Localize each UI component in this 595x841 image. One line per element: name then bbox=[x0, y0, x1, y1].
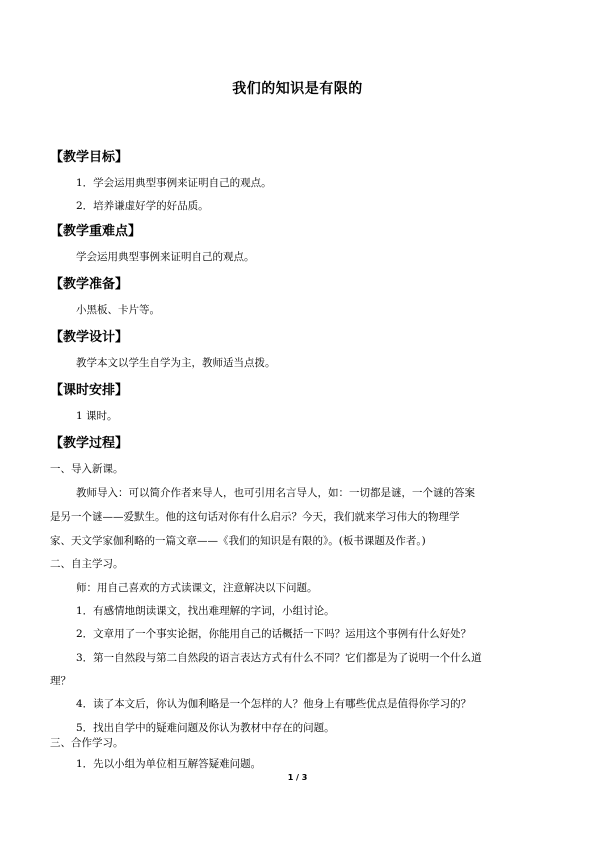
process-part2-line: 3．第一自然段与第二自然段的语言表达方式有什么不同？它们都是为了说明一个什么道 bbox=[76, 652, 482, 664]
process-part1-line: 是另一个谜——爱默生。他的这句话对你有什么启示？今天，我们就来学习伟大的物理学 bbox=[50, 511, 460, 523]
page-number: 1 / 3 bbox=[287, 773, 308, 782]
document-title: 我们的知识是有限的 bbox=[232, 81, 363, 97]
process-part1-line: 教师导入：可以简介作者来导人，也可引用名言导人，如：一切都是谜，一个谜的答案 bbox=[76, 487, 475, 499]
process-part3-line: 1．先以小组为单位相互解答疑难问题。 bbox=[76, 758, 262, 770]
heading-schedule: 【课时安排】 bbox=[50, 383, 129, 398]
heading-teaching-goals: 【教学目标】 bbox=[50, 150, 129, 165]
goal-item-1: 1．学会运用典型事例来证明自己的观点。 bbox=[76, 177, 272, 189]
process-part2-line: 4．读了本文后，你认为伽利略是一个怎样的人？他身上有哪些优点是值得你学习的？ bbox=[76, 698, 472, 710]
process-part1-line: 家、天文学家伽利略的一篇文章——《我们的知识是有限的》。(板书课题及作者。) bbox=[50, 535, 426, 547]
preparation-text: 小黑板、卡片等。 bbox=[76, 304, 160, 316]
heading-key-difficulty: 【教学重难点】 bbox=[50, 224, 142, 239]
heading-design: 【教学设计】 bbox=[50, 330, 129, 345]
process-part2-title: 二、自主学习。 bbox=[50, 558, 124, 570]
difficulty-text: 学会运用典型事例来证明自己的观点。 bbox=[76, 251, 255, 263]
schedule-text: 1 课时。 bbox=[76, 410, 118, 422]
process-part2-line: 1．有感情地朗读课文，找出难理解的字词，小组讨论。 bbox=[76, 605, 335, 617]
process-part1-title: 一、导入新课。 bbox=[50, 463, 124, 475]
process-part2-line: 2．文章用了一个事实论据，你能用自己的话概括一下吗？运用这个事例有什么好处？ bbox=[76, 628, 472, 640]
process-part2-line: 理？ bbox=[50, 675, 71, 687]
process-part3-title: 三、合作学习。 bbox=[50, 737, 124, 749]
design-text: 教学本文以学生自学为主，教师适当点拨。 bbox=[76, 357, 276, 369]
process-part2-line: 5．找出自学中的疑难问题及你认为教材中存在的问题。 bbox=[76, 722, 335, 734]
process-part2-line: 师：用自己喜欢的方式读课文，注意解决以下问题。 bbox=[76, 582, 318, 594]
goal-item-2: 2．培养谦虚好学的好品质。 bbox=[76, 200, 209, 212]
heading-preparation: 【教学准备】 bbox=[50, 277, 129, 292]
heading-process: 【教学过程】 bbox=[50, 436, 129, 451]
